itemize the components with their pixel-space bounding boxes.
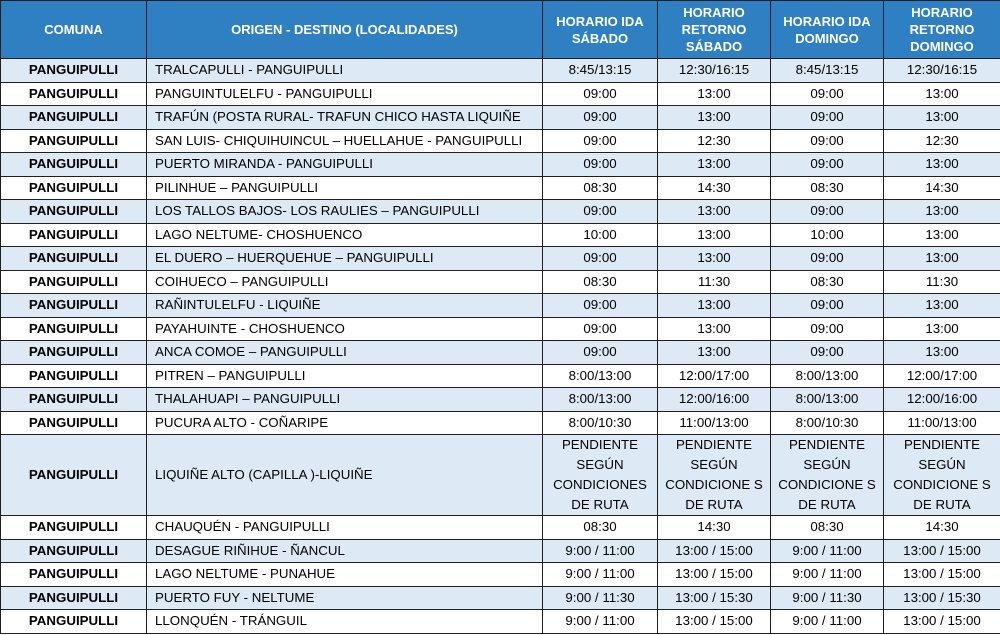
cell-ruta: PUCURA ALTO - COÑARIPE bbox=[147, 411, 543, 435]
cell-ida-domingo: 09:00 bbox=[771, 106, 884, 130]
header-ida-domingo: HORARIO IDA DOMINGO bbox=[771, 1, 884, 59]
table-row bbox=[1, 176, 1000, 200]
cell-retorno-sabado: 12:30 bbox=[658, 129, 771, 153]
cell-ruta: CHAUQUÉN - PANGUIPULLI bbox=[147, 516, 543, 540]
cell-comuna: PANGUIPULLI bbox=[1, 270, 147, 294]
cell-ruta: LIQUIÑE ALTO (CAPILLA )-LIQUIÑE bbox=[147, 435, 543, 516]
cell-retorno-sabado: 13:00 bbox=[658, 200, 771, 224]
cell-comuna: PANGUIPULLI bbox=[1, 106, 147, 130]
cell-retorno-sabado: 13:00 bbox=[658, 317, 771, 341]
cell-retorno-sabado: 13:00 bbox=[658, 153, 771, 177]
table-row bbox=[1, 411, 1000, 435]
cell-comuna: PANGUIPULLI bbox=[1, 388, 147, 412]
cell-retorno-domingo: 14:30 bbox=[884, 176, 1000, 200]
cell-retorno-domingo: 12:30 bbox=[884, 129, 1000, 153]
cell-comuna: PANGUIPULLI bbox=[1, 435, 147, 516]
cell-ida-sabado: 09:00 bbox=[543, 153, 658, 177]
cell-ida-domingo: 09:00 bbox=[771, 294, 884, 318]
cell-retorno-domingo: 13:00 / 15:30 bbox=[884, 586, 1000, 610]
cell-ida-domingo: 08:30 bbox=[771, 270, 884, 294]
cell-ruta: PILINHUE – PANGUIPULLI bbox=[147, 176, 543, 200]
cell-comuna: PANGUIPULLI bbox=[1, 317, 147, 341]
cell-comuna: PANGUIPULLI bbox=[1, 341, 147, 365]
cell-retorno-sabado: 13:00 bbox=[658, 82, 771, 106]
cell-ida-domingo: 8:00/10:30 bbox=[771, 411, 884, 435]
cell-ida-sabado: 8:00/10:30 bbox=[543, 411, 658, 435]
cell-comuna: PANGUIPULLI bbox=[1, 610, 147, 634]
cell-ida-domingo: 9:00 / 11:00 bbox=[771, 610, 884, 634]
cell-ida-sabado: 9:00 / 11:00 bbox=[543, 563, 658, 587]
cell-retorno-sabado: 13:00 / 15:00 bbox=[658, 539, 771, 563]
cell-ida-domingo: 8:45/13:15 bbox=[771, 59, 884, 83]
cell-retorno-domingo: PENDIENTE SEGÚN CONDICIONE S DE RUTA bbox=[884, 435, 1000, 516]
cell-retorno-sabado: 13:00 bbox=[658, 294, 771, 318]
cell-comuna: PANGUIPULLI bbox=[1, 539, 147, 563]
cell-retorno-domingo: 13:00 bbox=[884, 294, 1000, 318]
cell-retorno-domingo: 13:00 / 15:00 bbox=[884, 563, 1000, 587]
cell-retorno-sabado: 13:00 bbox=[658, 106, 771, 130]
cell-retorno-domingo: 13:00 bbox=[884, 153, 1000, 177]
cell-retorno-sabado: 13:00 / 15:00 bbox=[658, 610, 771, 634]
table-row bbox=[1, 294, 1000, 318]
cell-comuna: PANGUIPULLI bbox=[1, 200, 147, 224]
cell-ida-sabado: 09:00 bbox=[543, 341, 658, 365]
cell-ida-domingo: 8:00/13:00 bbox=[771, 364, 884, 388]
cell-ruta: PUERTO MIRANDA - PANGUIPULLI bbox=[147, 153, 543, 177]
table-row bbox=[1, 247, 1000, 271]
cell-ruta: PUERTO FUY - NELTUME bbox=[147, 586, 543, 610]
cell-ida-sabado: 09:00 bbox=[543, 129, 658, 153]
cell-ida-domingo: 09:00 bbox=[771, 317, 884, 341]
cell-ruta: RAÑINTULELFU - LIQUIÑE bbox=[147, 294, 543, 318]
cell-ida-sabado: 08:30 bbox=[543, 516, 658, 540]
cell-ruta: THALAHUAPI – PANGUIPULLI bbox=[147, 388, 543, 412]
table-row bbox=[1, 106, 1000, 130]
cell-comuna: PANGUIPULLI bbox=[1, 223, 147, 247]
cell-retorno-domingo: 13:00 bbox=[884, 247, 1000, 271]
cell-retorno-domingo: 13:00 bbox=[884, 82, 1000, 106]
table-row bbox=[1, 586, 1000, 610]
table-row bbox=[1, 82, 1000, 106]
cell-ruta: DESAGUE RIÑIHUE - ÑANCUL bbox=[147, 539, 543, 563]
cell-retorno-domingo: 11:30 bbox=[884, 270, 1000, 294]
cell-ida-sabado: 8:00/13:00 bbox=[543, 364, 658, 388]
cell-comuna: PANGUIPULLI bbox=[1, 364, 147, 388]
cell-ida-domingo: 8:00/13:00 bbox=[771, 388, 884, 412]
table-row bbox=[1, 539, 1000, 563]
cell-ida-sabado: 09:00 bbox=[543, 82, 658, 106]
cell-ida-domingo: 09:00 bbox=[771, 82, 884, 106]
table-row bbox=[1, 364, 1000, 388]
cell-ida-sabado: 09:00 bbox=[543, 200, 658, 224]
cell-comuna: PANGUIPULLI bbox=[1, 516, 147, 540]
cell-retorno-domingo: 13:00 / 15:00 bbox=[884, 539, 1000, 563]
cell-comuna: PANGUIPULLI bbox=[1, 586, 147, 610]
cell-ida-sabado: 09:00 bbox=[543, 247, 658, 271]
cell-ruta: LAGO NELTUME - PUNAHUE bbox=[147, 563, 543, 587]
table-row bbox=[1, 153, 1000, 177]
cell-retorno-domingo: 13:00 bbox=[884, 341, 1000, 365]
table-header bbox=[1, 1, 1000, 59]
cell-retorno-domingo: 13:00 bbox=[884, 317, 1000, 341]
cell-ruta: SAN LUIS- CHIQUIHUINCUL – HUELLAHUE - PANGUIPULLI bbox=[147, 129, 543, 153]
cell-ida-sabado: 9:00 / 11:00 bbox=[543, 610, 658, 634]
cell-retorno-sabado: 11:30 bbox=[658, 270, 771, 294]
table-row bbox=[1, 200, 1000, 224]
table-row bbox=[1, 59, 1000, 83]
cell-ida-sabado: 9:00 / 11:30 bbox=[543, 586, 658, 610]
cell-retorno-sabado: 14:30 bbox=[658, 176, 771, 200]
cell-comuna: PANGUIPULLI bbox=[1, 153, 147, 177]
cell-retorno-sabado: 13:00 bbox=[658, 223, 771, 247]
header-row bbox=[1, 1, 1000, 59]
cell-ruta: TRAFÚN (POSTA RURAL- TRAFUN CHICO HASTA LIQUIÑE bbox=[147, 106, 543, 130]
cell-retorno-domingo: 13:00 / 15:00 bbox=[884, 610, 1000, 634]
cell-ida-domingo: 08:30 bbox=[771, 176, 884, 200]
cell-ida-sabado: 08:30 bbox=[543, 270, 658, 294]
cell-ida-sabado: 8:45/13:15 bbox=[543, 59, 658, 83]
cell-ida-sabado: 09:00 bbox=[543, 294, 658, 318]
cell-ida-sabado: 8:00/13:00 bbox=[543, 388, 658, 412]
cell-retorno-sabado: 13:00 / 15:00 bbox=[658, 563, 771, 587]
cell-ruta: EL DUERO – HUERQUEHUE – PANGUIPULLI bbox=[147, 247, 543, 271]
cell-ida-domingo: 09:00 bbox=[771, 341, 884, 365]
cell-retorno-domingo: 12:30/16:15 bbox=[884, 59, 1000, 83]
cell-ruta: TRALCAPULLI - PANGUIPULLI bbox=[147, 59, 543, 83]
header-ruta: ORIGEN - DESTINO (LOCALIDADES) bbox=[147, 1, 543, 59]
cell-ida-sabado: 09:00 bbox=[543, 106, 658, 130]
cell-retorno-sabado: 13:00 bbox=[658, 341, 771, 365]
cell-ruta: LAGO NELTUME- CHOSHUENCO bbox=[147, 223, 543, 247]
cell-ruta: ANCA COMOE – PANGUIPULLI bbox=[147, 341, 543, 365]
cell-ida-domingo: 9:00 / 11:00 bbox=[771, 539, 884, 563]
cell-retorno-domingo: 13:00 bbox=[884, 200, 1000, 224]
cell-comuna: PANGUIPULLI bbox=[1, 176, 147, 200]
cell-ida-domingo: 09:00 bbox=[771, 153, 884, 177]
cell-ida-domingo: 09:00 bbox=[771, 200, 884, 224]
cell-retorno-sabado: 12:00/16:00 bbox=[658, 388, 771, 412]
cell-ida-sabado: PENDIENTE SEGÚN CONDICIONES DE RUTA bbox=[543, 435, 658, 516]
cell-ruta: PANGUINTULELFU - PANGUIPULLI bbox=[147, 82, 543, 106]
cell-retorno-sabado: 12:30/16:15 bbox=[658, 59, 771, 83]
cell-ida-sabado: 08:30 bbox=[543, 176, 658, 200]
table-row bbox=[1, 563, 1000, 587]
table-row bbox=[1, 435, 1000, 516]
table-row bbox=[1, 270, 1000, 294]
cell-comuna: PANGUIPULLI bbox=[1, 563, 147, 587]
cell-retorno-sabado: 12:00/17:00 bbox=[658, 364, 771, 388]
cell-ruta: LOS TALLOS BAJOS- LOS RAULIES – PANGUIPULLI bbox=[147, 200, 543, 224]
cell-retorno-sabado: 13:00 / 15:30 bbox=[658, 586, 771, 610]
table-body bbox=[1, 59, 1000, 634]
cell-retorno-domingo: 12:00/16:00 bbox=[884, 388, 1000, 412]
header-retorno-sabado: HORARIO RETORNO SÁBADO bbox=[658, 1, 771, 59]
cell-ida-sabado: 9:00 / 11:00 bbox=[543, 539, 658, 563]
cell-ruta: COIHUECO – PANGUIPULLI bbox=[147, 270, 543, 294]
cell-retorno-domingo: 14:30 bbox=[884, 516, 1000, 540]
table-row bbox=[1, 317, 1000, 341]
cell-ida-domingo: 09:00 bbox=[771, 247, 884, 271]
cell-retorno-sabado: PENDIENTE SEGÚN CONDICIONE S DE RUTA bbox=[658, 435, 771, 516]
cell-retorno-domingo: 11:00/13:00 bbox=[884, 411, 1000, 435]
cell-retorno-domingo: 13:00 bbox=[884, 223, 1000, 247]
table-row bbox=[1, 223, 1000, 247]
cell-ruta: PAYAHUINTE - CHOSHUENCO bbox=[147, 317, 543, 341]
cell-comuna: PANGUIPULLI bbox=[1, 82, 147, 106]
cell-retorno-domingo: 12:00/17:00 bbox=[884, 364, 1000, 388]
header-ida-sabado: HORARIO IDA SÁBADO bbox=[543, 1, 658, 59]
cell-comuna: PANGUIPULLI bbox=[1, 59, 147, 83]
cell-ida-sabado: 09:00 bbox=[543, 317, 658, 341]
table-row bbox=[1, 516, 1000, 540]
cell-retorno-sabado: 11:00/13:00 bbox=[658, 411, 771, 435]
cell-ida-domingo: 09:00 bbox=[771, 129, 884, 153]
cell-comuna: PANGUIPULLI bbox=[1, 294, 147, 318]
cell-ida-domingo: PENDIENTE SEGÚN CONDICIONE S DE RUTA bbox=[771, 435, 884, 516]
table-row bbox=[1, 388, 1000, 412]
table-row bbox=[1, 341, 1000, 365]
table-row bbox=[1, 129, 1000, 153]
cell-retorno-sabado: 14:30 bbox=[658, 516, 771, 540]
header-comuna: COMUNA bbox=[1, 1, 147, 59]
cell-ruta: LLONQUÉN - TRÁNGUIL bbox=[147, 610, 543, 634]
cell-retorno-domingo: 13:00 bbox=[884, 106, 1000, 130]
cell-comuna: PANGUIPULLI bbox=[1, 247, 147, 271]
cell-ida-domingo: 9:00 / 11:00 bbox=[771, 563, 884, 587]
cell-retorno-sabado: 13:00 bbox=[658, 247, 771, 271]
cell-comuna: PANGUIPULLI bbox=[1, 411, 147, 435]
cell-ida-sabado: 10:00 bbox=[543, 223, 658, 247]
table-row bbox=[1, 610, 1000, 634]
cell-comuna: PANGUIPULLI bbox=[1, 129, 147, 153]
cell-ida-domingo: 08:30 bbox=[771, 516, 884, 540]
header-retorno-domingo: HORARIO RETORNO DOMINGO bbox=[884, 1, 1000, 59]
cell-ruta: PITREN – PANGUIPULLI bbox=[147, 364, 543, 388]
cell-ida-domingo: 9:00 / 11:30 bbox=[771, 586, 884, 610]
cell-ida-domingo: 10:00 bbox=[771, 223, 884, 247]
